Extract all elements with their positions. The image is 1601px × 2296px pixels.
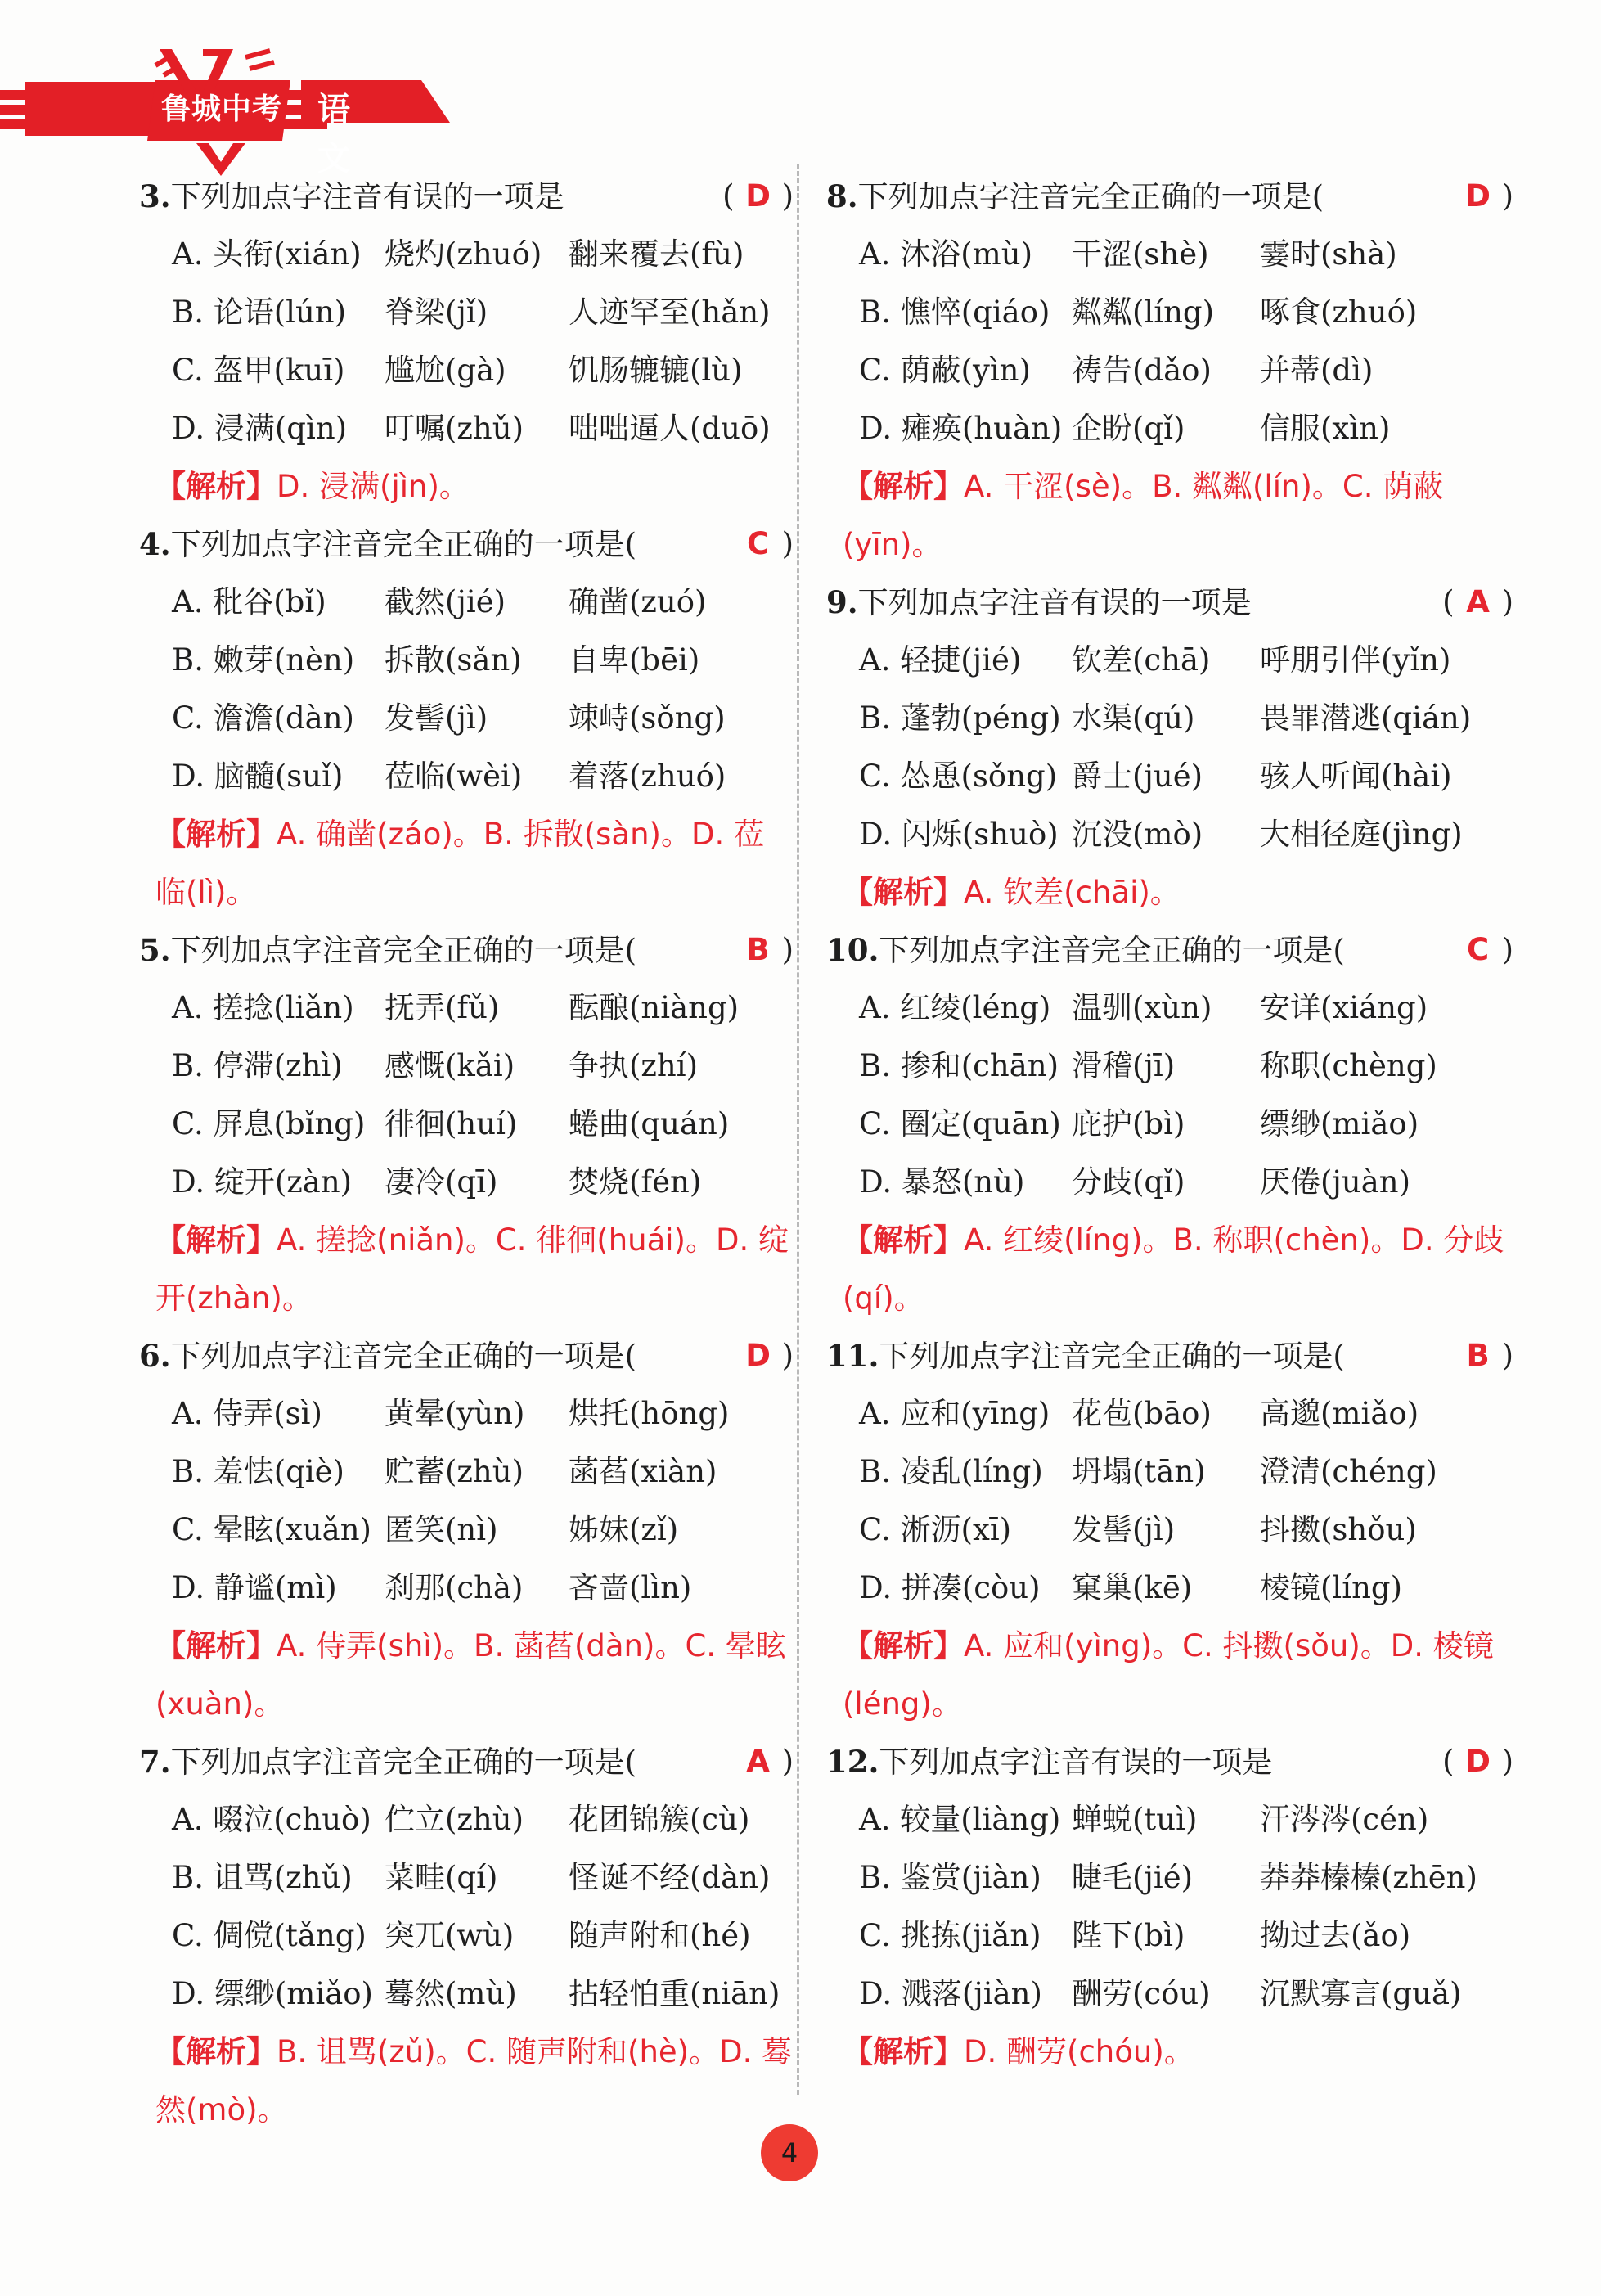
answer-slot: D ) <box>735 1327 794 1384</box>
analysis-note <box>826 457 1513 574</box>
analysis-note <box>826 1211 1513 1327</box>
page-number: 4 <box>761 2124 818 2181</box>
option-item: 莅临(wèi) <box>385 759 523 794</box>
option-row <box>826 1848 1513 1907</box>
analysis-note <box>139 1617 794 1733</box>
option-item: 菜畦(qí) <box>385 1860 498 1895</box>
question-block <box>826 168 1513 574</box>
answer-slot: A ) <box>735 1733 794 1790</box>
option-item: C. 淅沥(xī) <box>859 1512 1012 1547</box>
answer-slot: B ) <box>735 921 794 979</box>
option-item: C. 晕眩(xuǎn) <box>172 1512 371 1547</box>
option-row <box>826 1095 1513 1153</box>
analysis-note <box>826 2023 1513 2081</box>
option-item: 确凿(zuó) <box>569 584 707 619</box>
option-row <box>139 631 794 689</box>
option-row <box>139 1153 794 1211</box>
analysis-tag: 【解析】 <box>843 1628 964 1663</box>
option-row <box>826 1559 1513 1617</box>
question-number: 4. <box>139 526 171 562</box>
analysis-text: A. 确凿(záo)。B. 拆散(sàn)。D. 莅临(lì)。 <box>155 817 764 910</box>
option-item: 烘托(hōng) <box>569 1396 730 1431</box>
option-item: A. 沐浴(mù) <box>859 236 1033 272</box>
answer-letter: A <box>746 1744 770 1779</box>
option-item: 骇人听闻(hài) <box>1260 759 1452 794</box>
option-item: 焚烧(fén) <box>569 1164 702 1200</box>
option-item: 酝酿(niàng) <box>569 990 740 1025</box>
question-stem <box>826 1733 1513 1790</box>
option-item: 窠巢(kē) <box>1072 1570 1193 1605</box>
right-column <box>826 168 1513 2081</box>
question-text: 下列加点字注音完全正确的一项是( <box>879 933 1345 968</box>
question-number: 8. <box>826 178 858 214</box>
question-block <box>139 921 794 1327</box>
option-item: D. 瘫痪(huàn) <box>859 411 1063 446</box>
question-stem <box>826 1327 1513 1384</box>
option-item: C. 挑拣(jiǎn) <box>859 1918 1041 1953</box>
option-item: 烧灼(zhuó) <box>385 236 542 272</box>
question-number: 7. <box>139 1744 171 1780</box>
option-item: D. 静谧(mì) <box>172 1570 337 1605</box>
option-item: B. 羞怯(qiè) <box>172 1454 344 1489</box>
option-item: 称职(chèng) <box>1260 1048 1437 1083</box>
question-number: 5. <box>139 932 171 968</box>
analysis-text: A. 红绫(líng)。B. 称职(chèn)。D. 分歧(qí)。 <box>843 1222 1504 1316</box>
analysis-tag: 【解析】 <box>843 875 964 910</box>
question-number: 10. <box>826 932 879 968</box>
question-stem <box>826 574 1513 631</box>
option-item: A. 红绫(léng) <box>859 990 1051 1025</box>
option-item: B. 憔悴(qiáo) <box>859 295 1050 330</box>
option-item: B. 蓬勃(péng) <box>859 700 1061 736</box>
option-row <box>826 1907 1513 1965</box>
option-item: A. 轻捷(jié) <box>859 642 1022 678</box>
option-item: 缥缈(miǎo) <box>1260 1106 1419 1141</box>
option-row <box>826 399 1513 457</box>
analysis-note <box>139 1211 794 1327</box>
option-item: 啄食(zhuó) <box>1260 295 1418 330</box>
analysis-text: A. 侍弄(shì)。B. 菡萏(dàn)。C. 晕眩(xuàn)。 <box>155 1628 786 1722</box>
option-item: 饥肠辘辘(lù) <box>569 353 743 388</box>
analysis-text: D. 浸满(jìn)。 <box>277 469 470 504</box>
option-item: 坍塌(tān) <box>1072 1454 1206 1489</box>
option-item: D. 缥缈(miǎo) <box>172 1976 373 2011</box>
answer-letter: D <box>745 178 771 214</box>
option-row <box>139 573 794 631</box>
option-row <box>139 1790 794 1848</box>
analysis-note <box>826 863 1513 921</box>
answer-letter: D <box>1465 1744 1491 1779</box>
option-item: D. 拼凑(còu) <box>859 1570 1041 1605</box>
answer-slot: D ) <box>1455 168 1513 225</box>
question-text: 下列加点字注音完全正确的一项是( <box>170 1339 637 1374</box>
option-item: A. 秕谷(bǐ) <box>172 584 326 619</box>
answer-slot: ( A ) <box>1442 574 1513 631</box>
option-item: 厌倦(juàn) <box>1260 1164 1411 1200</box>
analysis-note <box>139 457 794 515</box>
option-item: 突兀(wù) <box>385 1918 515 1953</box>
option-item: 水渠(qú) <box>1072 700 1195 736</box>
column-divider <box>797 164 799 2095</box>
question-text: 下列加点字注音有误的一项是 <box>170 179 564 214</box>
analysis-tag: 【解析】 <box>155 469 277 504</box>
option-row <box>826 1501 1513 1559</box>
analysis-tag: 【解析】 <box>155 817 277 852</box>
option-item: 匿笑(nì) <box>385 1512 498 1547</box>
brand-logo-graphic <box>0 0 573 188</box>
question-text: 下列加点字注音有误的一项是 <box>857 585 1252 620</box>
option-item: 粼粼(líng) <box>1072 295 1215 330</box>
analysis-tag: 【解析】 <box>155 1628 277 1663</box>
question-block <box>139 168 794 515</box>
question-stem <box>139 1327 794 1384</box>
option-item: B. 停滞(zhì) <box>172 1048 343 1083</box>
option-item: 花苞(bāo) <box>1072 1396 1212 1431</box>
option-row <box>139 689 794 747</box>
option-item: 拗过去(ǎo) <box>1260 1918 1411 1953</box>
option-item: A. 头衔(xián) <box>172 236 362 272</box>
option-item: 庇护(bì) <box>1072 1106 1185 1141</box>
option-item: 花团锦簇(cù) <box>569 1802 750 1837</box>
option-row <box>826 283 1513 341</box>
question-number: 3. <box>139 178 171 214</box>
analysis-text: A. 搓捻(niǎn)。C. 徘徊(huái)。D. 绽开(zhàn)。 <box>155 1222 789 1316</box>
option-item: A. 搓捻(liǎn) <box>172 990 354 1025</box>
option-row <box>826 1384 1513 1443</box>
question-text: 下列加点字注音完全正确的一项是( <box>857 179 1324 214</box>
option-item: 伫立(zhù) <box>385 1802 524 1837</box>
option-item: 自卑(bēi) <box>569 642 700 678</box>
option-row <box>139 1501 794 1559</box>
analysis-note <box>826 1617 1513 1733</box>
answer-letter: D <box>745 1338 771 1373</box>
option-item: 发髻(jì) <box>1072 1512 1176 1547</box>
question-text: 下列加点字注音有误的一项是 <box>879 1745 1273 1780</box>
option-row <box>826 689 1513 747</box>
option-item: 着落(zhuó) <box>569 759 726 794</box>
option-item: 酬劳(cóu) <box>1072 1976 1211 2011</box>
option-item: D. 绽开(zàn) <box>172 1164 353 1200</box>
option-row <box>826 805 1513 863</box>
analysis-tag: 【解析】 <box>843 469 964 504</box>
option-item: 蓦然(mù) <box>385 1976 517 2011</box>
option-item: 大相径庭(jìng) <box>1260 817 1463 852</box>
option-item: C. 怂恿(sǒng) <box>859 759 1058 794</box>
option-row <box>826 341 1513 399</box>
question-stem <box>826 921 1513 979</box>
book-header <box>0 0 573 188</box>
option-row <box>826 225 1513 283</box>
option-item: 截然(jié) <box>385 584 506 619</box>
option-item: 随声附和(hé) <box>569 1918 751 1953</box>
option-item: A. 应和(yīng) <box>859 1396 1050 1431</box>
answer-slot: ( D ) <box>722 168 794 225</box>
option-item: D. 脑髓(suǐ) <box>172 759 344 794</box>
answer-slot: ( D ) <box>1442 1733 1513 1790</box>
question-number: 12. <box>826 1744 879 1780</box>
question-block <box>826 574 1513 921</box>
question-stem <box>139 1733 794 1790</box>
option-row <box>139 747 794 805</box>
question-block <box>139 1327 794 1733</box>
option-item: B. 论语(lún) <box>172 295 347 330</box>
option-row <box>826 747 1513 805</box>
option-row <box>139 1907 794 1965</box>
option-item: 睫毛(jié) <box>1072 1860 1194 1895</box>
question-block <box>139 515 794 921</box>
option-item: 企盼(qǐ) <box>1072 411 1185 446</box>
question-text: 下列加点字注音完全正确的一项是( <box>879 1339 1345 1374</box>
question-text: 下列加点字注音完全正确的一项是( <box>170 933 637 968</box>
option-row <box>139 283 794 341</box>
option-row <box>826 1790 1513 1848</box>
option-row <box>139 979 794 1037</box>
option-item: 澄清(chéng) <box>1260 1454 1437 1489</box>
option-item: 咄咄逼人(duō) <box>569 411 771 446</box>
answer-letter: C <box>746 526 770 561</box>
option-item: 霎时(shà) <box>1260 236 1397 272</box>
answer-slot: B ) <box>1455 1327 1513 1384</box>
option-row <box>139 341 794 399</box>
option-item: D. 闪烁(shuò) <box>859 817 1059 852</box>
option-row <box>139 1965 794 2023</box>
option-item: 姊妹(zǐ) <box>569 1512 679 1547</box>
question-block <box>826 1327 1513 1733</box>
option-item: 安详(xiáng) <box>1260 990 1428 1025</box>
option-item: D. 溅落(jiàn) <box>859 1976 1042 2011</box>
option-item: C. 荫蔽(yìn) <box>859 353 1031 388</box>
option-row <box>139 1384 794 1443</box>
option-item: 拆散(sǎn) <box>385 642 522 678</box>
analysis-note <box>139 805 794 921</box>
option-item: 并蒂(dì) <box>1260 353 1374 388</box>
answer-letter: B <box>746 932 770 967</box>
option-item: D. 暴怒(nù) <box>859 1164 1025 1200</box>
option-item: 尴尬(gà) <box>385 353 506 388</box>
option-item: 呼朋引伴(yǐn) <box>1260 642 1451 678</box>
option-item: B. 鉴赏(jiàn) <box>859 1860 1041 1895</box>
option-item: B. 掺和(chān) <box>859 1048 1059 1083</box>
left-column <box>139 168 794 2139</box>
question-stem <box>826 168 1513 225</box>
option-item: C. 圈定(quān) <box>859 1106 1061 1141</box>
option-item: 人迹罕至(hǎn) <box>569 295 771 330</box>
question-number: 11. <box>826 1338 879 1374</box>
option-item: 拈轻怕重(niān) <box>569 1976 780 2011</box>
option-item: A. 啜泣(chuò) <box>172 1802 371 1837</box>
analysis-text: A. 应和(yìng)。C. 抖擞(sǒu)。D. 棱镜(léng)。 <box>843 1628 1494 1722</box>
option-item: 刹那(chà) <box>385 1570 524 1605</box>
option-item: 徘徊(huí) <box>385 1106 518 1141</box>
analysis-text: B. 诅骂(zǔ)。C. 随声附和(hè)。D. 蓦然(mò)。 <box>155 2034 793 2127</box>
option-item: 感慨(kǎi) <box>385 1048 515 1083</box>
analysis-note <box>139 2023 794 2139</box>
option-row <box>826 979 1513 1037</box>
option-item: 沉没(mò) <box>1072 817 1203 852</box>
analysis-text: A. 钦差(chāi)。 <box>964 875 1181 910</box>
option-item: 分歧(qǐ) <box>1072 1164 1185 1200</box>
question-text: 下列加点字注音完全正确的一项是( <box>170 1745 637 1780</box>
option-item: 汗涔涔(cén) <box>1260 1802 1429 1837</box>
option-row <box>139 1848 794 1907</box>
option-item: 陛下(bì) <box>1072 1918 1185 1953</box>
option-item: B. 嫩芽(nèn) <box>172 642 355 678</box>
option-item: 祷告(dǎo) <box>1072 353 1212 388</box>
option-item: A. 较量(liàng) <box>859 1802 1061 1837</box>
question-block <box>826 921 1513 1327</box>
option-item: 干涩(shè) <box>1072 236 1209 272</box>
option-item: 脊梁(jǐ) <box>385 295 488 330</box>
option-item: 竦峙(sǒng) <box>569 700 726 736</box>
option-item: 贮蓄(zhù) <box>385 1454 524 1489</box>
option-item: 棱镜(líng) <box>1260 1570 1403 1605</box>
option-row <box>139 225 794 283</box>
option-item: C. 屏息(bǐng) <box>172 1106 366 1141</box>
analysis-tag: 【解析】 <box>155 2034 277 2069</box>
question-number: 6. <box>139 1338 171 1374</box>
option-item: 翻来覆去(fù) <box>569 236 744 272</box>
option-item: 爵士(jué) <box>1072 759 1203 794</box>
option-item: 凄冷(qī) <box>385 1164 498 1200</box>
option-item: C. 澹澹(dàn) <box>172 700 354 736</box>
answer-letter: C <box>1466 932 1490 967</box>
option-item: 发髻(jì) <box>385 700 488 736</box>
option-item: 菡萏(xiàn) <box>569 1454 717 1489</box>
question-stem <box>139 515 794 573</box>
analysis-tag: 【解析】 <box>843 2034 964 2069</box>
option-row <box>139 1559 794 1617</box>
option-item: 信服(xìn) <box>1260 411 1391 446</box>
option-item: 叮嘱(zhǔ) <box>385 411 524 446</box>
analysis-tag: 【解析】 <box>843 1222 964 1258</box>
option-item: A. 侍弄(sì) <box>172 1396 322 1431</box>
option-item: C. 倜傥(tǎng) <box>172 1918 367 1953</box>
option-item: 钦差(chā) <box>1072 642 1211 678</box>
option-row <box>139 1037 794 1095</box>
analysis-tag: 【解析】 <box>155 1222 277 1258</box>
option-item: 温驯(xùn) <box>1072 990 1212 1025</box>
option-item: 高邈(miǎo) <box>1260 1396 1419 1431</box>
question-block <box>139 1733 794 2139</box>
option-item: 畏罪潜逃(qián) <box>1260 700 1472 736</box>
option-item: 蝉蜕(tuì) <box>1072 1802 1198 1837</box>
option-item: 争执(zhí) <box>569 1048 699 1083</box>
answer-letter: D <box>1465 178 1491 214</box>
option-row <box>826 1443 1513 1501</box>
analysis-text: D. 酬劳(chóu)。 <box>964 2034 1194 2069</box>
option-row <box>826 1965 1513 2023</box>
option-row <box>826 631 1513 689</box>
option-row <box>826 1037 1513 1095</box>
option-row <box>139 1095 794 1153</box>
option-item: 抖擞(shǒu) <box>1260 1512 1417 1547</box>
question-number: 9. <box>826 584 858 620</box>
option-item: 怪诞不经(dàn) <box>569 1860 771 1895</box>
option-item: D. 浸满(qìn) <box>172 411 348 446</box>
option-item: 蜷曲(quán) <box>569 1106 730 1141</box>
answer-slot: C ) <box>1455 921 1513 979</box>
option-item: 吝啬(lìn) <box>569 1570 692 1605</box>
question-stem <box>139 921 794 979</box>
option-item: B. 凌乱(líng) <box>859 1454 1043 1489</box>
option-item: 沉默寡言(guǎ) <box>1260 1976 1462 2011</box>
option-item: 莽莽榛榛(zhēn) <box>1260 1860 1477 1895</box>
option-row <box>139 1443 794 1501</box>
question-block <box>826 1733 1513 2081</box>
question-text: 下列加点字注音完全正确的一项是( <box>170 527 637 562</box>
brand-name: 鲁城中考 <box>160 92 282 126</box>
subject-label: 语 文 <box>317 91 360 178</box>
analysis-text: A. 干涩(sè)。B. 粼粼(lín)。C. 荫蔽(yīn)。 <box>843 469 1444 562</box>
answer-letter: B <box>1466 1338 1490 1373</box>
option-item: 抚弄(fǔ) <box>385 990 500 1025</box>
question-stem <box>139 168 794 225</box>
option-row <box>826 1153 1513 1211</box>
option-item: 黄晕(yùn) <box>385 1396 525 1431</box>
answer-slot: C ) <box>735 515 794 573</box>
answer-letter: A <box>1466 584 1490 619</box>
option-item: 滑稽(jī) <box>1072 1048 1176 1083</box>
option-item: B. 诅骂(zhǔ) <box>172 1860 353 1895</box>
option-item: C. 盔甲(kuī) <box>172 353 345 388</box>
option-row <box>139 399 794 457</box>
